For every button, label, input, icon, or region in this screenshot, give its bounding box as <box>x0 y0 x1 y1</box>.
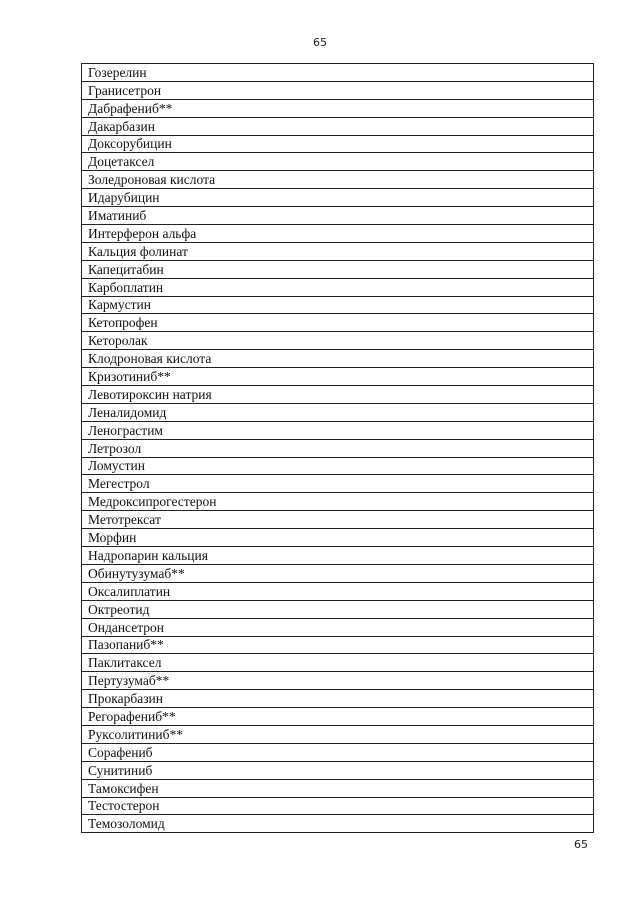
drug-name-cell: Метотрексат <box>82 511 594 529</box>
drug-name-cell: Ленограстим <box>82 421 594 439</box>
table-row <box>82 421 594 439</box>
drug-name-cell: Левотироксин натрия <box>82 386 594 404</box>
drug-name-cell: Золедроновая кислота <box>82 171 594 189</box>
drug-name-cell: Гранисетрон <box>82 81 594 99</box>
drug-name-cell: Ломустин <box>82 457 594 475</box>
table-row <box>82 493 594 511</box>
drug-name-cell: Кризотиниб** <box>82 368 594 386</box>
table-row <box>82 81 594 99</box>
drug-name-cell: Октреотид <box>82 600 594 618</box>
table-row <box>82 171 594 189</box>
table-row <box>82 582 594 600</box>
table-row <box>82 457 594 475</box>
table-row <box>82 547 594 565</box>
drug-name-cell: Иматиниб <box>82 207 594 225</box>
drug-name-cell: Обинутузумаб** <box>82 564 594 582</box>
table-row <box>82 654 594 672</box>
drug-name-cell: Регорафениб** <box>82 708 594 726</box>
drug-name-cell: Ондансетрон <box>82 618 594 636</box>
drug-name-cell: Карбоплатин <box>82 278 594 296</box>
table-row <box>82 260 594 278</box>
table-row <box>82 815 594 833</box>
drug-list-table <box>81 63 594 833</box>
table-row <box>82 403 594 421</box>
drug-name-cell: Сорафениб <box>82 743 594 761</box>
table-row <box>82 529 594 547</box>
drug-name-cell: Интерферон альфа <box>82 225 594 243</box>
table-row <box>82 636 594 654</box>
table-row <box>82 708 594 726</box>
drug-name-cell: Пертузумаб** <box>82 672 594 690</box>
drug-name-cell: Тестостерон <box>82 797 594 815</box>
table-row <box>82 189 594 207</box>
table-row <box>82 797 594 815</box>
table-row <box>82 672 594 690</box>
drug-name-cell: Темозоломид <box>82 815 594 833</box>
table-row <box>82 725 594 743</box>
drug-name-cell: Кармустин <box>82 296 594 314</box>
drug-name-cell: Кетопрофен <box>82 314 594 332</box>
drug-name-cell: Руксолитиниб** <box>82 725 594 743</box>
drug-name-cell: Пазопаниб** <box>82 636 594 654</box>
drug-name-cell: Летрозол <box>82 439 594 457</box>
table-row <box>82 600 594 618</box>
table-row <box>82 135 594 153</box>
table-row <box>82 153 594 171</box>
table-row <box>82 690 594 708</box>
drug-name-cell: Надропарин кальция <box>82 547 594 565</box>
table-row <box>82 511 594 529</box>
drug-name-cell: Тамоксифен <box>82 779 594 797</box>
drug-name-cell: Гозерелин <box>82 64 594 82</box>
drug-name-cell: Морфин <box>82 529 594 547</box>
table-row <box>82 779 594 797</box>
drug-name-cell: Сунитиниб <box>82 761 594 779</box>
drug-name-cell: Кальция фолинат <box>82 242 594 260</box>
drug-name-cell: Леналидомид <box>82 403 594 421</box>
drug-name-cell: Дакарбазин <box>82 117 594 135</box>
drug-name-cell: Кеторолак <box>82 332 594 350</box>
table-row <box>82 332 594 350</box>
table-row <box>82 368 594 386</box>
table-row <box>82 278 594 296</box>
table-row <box>82 475 594 493</box>
drug-name-cell: Доцетаксел <box>82 153 594 171</box>
table-row <box>82 618 594 636</box>
drug-name-cell: Паклитаксел <box>82 654 594 672</box>
table-row <box>82 350 594 368</box>
table-row <box>82 117 594 135</box>
table-row <box>82 225 594 243</box>
drug-name-cell: Дабрафениб** <box>82 99 594 117</box>
drug-name-cell: Медроксипрогестерон <box>82 493 594 511</box>
drug-name-cell: Прокарбазин <box>82 690 594 708</box>
drug-name-cell: Мегестрол <box>82 475 594 493</box>
table-row <box>82 207 594 225</box>
table-row <box>82 564 594 582</box>
table-row <box>82 99 594 117</box>
table-row <box>82 386 594 404</box>
table-row <box>82 439 594 457</box>
drug-name-cell: Капецитабин <box>82 260 594 278</box>
table-row <box>82 314 594 332</box>
table-row <box>82 761 594 779</box>
table-row <box>82 743 594 761</box>
table-row <box>82 64 594 82</box>
page-number-top: 65 <box>313 36 327 49</box>
table-row <box>82 242 594 260</box>
drug-name-cell: Доксорубицин <box>82 135 594 153</box>
drug-name-cell: Оксалиплатин <box>82 582 594 600</box>
drug-name-cell: Клодроновая кислота <box>82 350 594 368</box>
page-number-bottom: 65 <box>574 838 588 851</box>
drug-list-body <box>82 64 594 833</box>
table-row <box>82 296 594 314</box>
drug-name-cell: Идарубицин <box>82 189 594 207</box>
